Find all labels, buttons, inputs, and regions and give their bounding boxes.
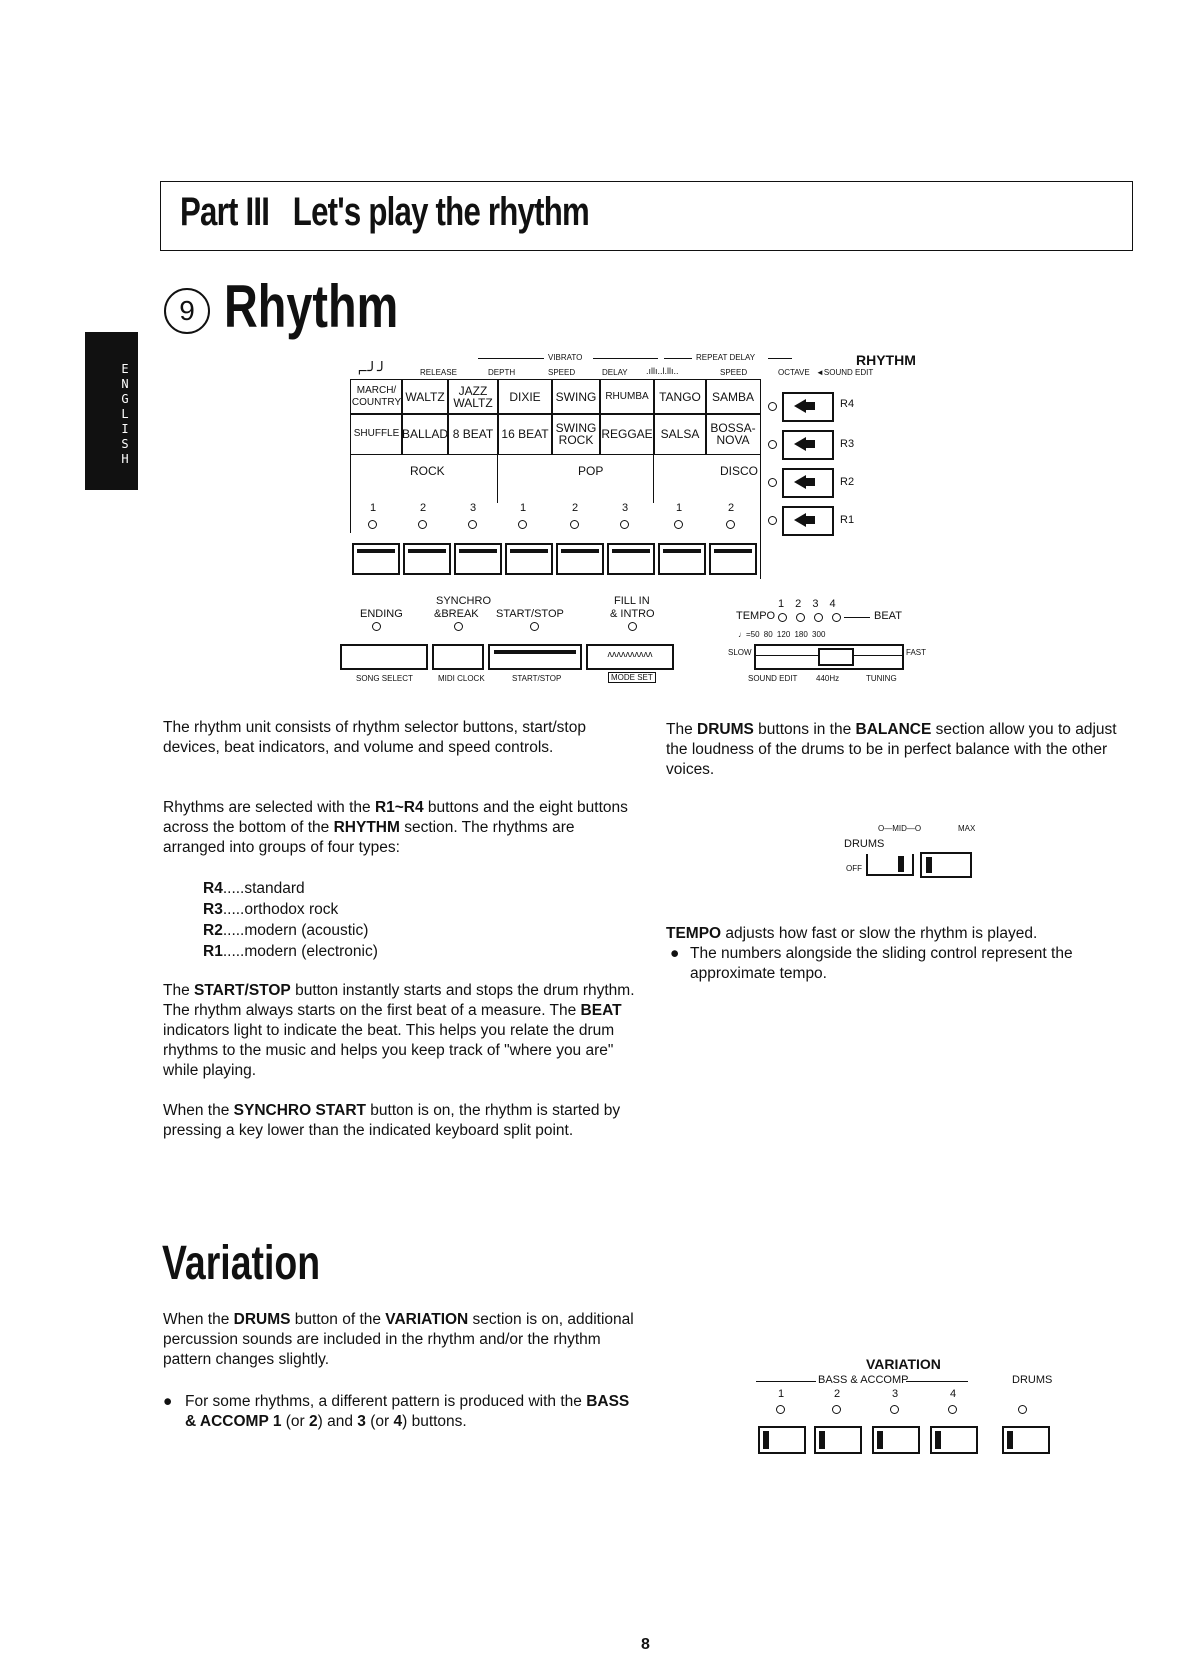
r3-button[interactable] <box>782 430 834 460</box>
group-led <box>418 520 427 529</box>
vibrato-label: VIBRATO <box>548 353 583 362</box>
intro-label: & INTRO <box>610 608 655 620</box>
sound-edit-label: ◄SOUND EDIT <box>816 368 874 377</box>
break-label: &BREAK <box>434 608 479 620</box>
rhythm-cell-samba: SAMBA <box>705 379 761 415</box>
drums-balance-button-1[interactable] <box>866 854 914 876</box>
bass-accomp-label: BASS & ACCOMP <box>818 1374 909 1386</box>
ending-label: ENDING <box>360 608 403 620</box>
r2-led <box>768 478 777 487</box>
group-number: 1 <box>370 502 377 514</box>
depth-label: DEPTH <box>488 368 516 377</box>
beat-numbers: 1 2 3 4 <box>778 598 840 610</box>
r2-button[interactable] <box>782 468 834 498</box>
rhythm-select-button-1[interactable] <box>352 543 400 575</box>
bass-accomp-4-button[interactable] <box>930 1426 978 1454</box>
list-item: R1.....modern (electronic) <box>203 943 378 960</box>
beat-line <box>844 617 870 618</box>
synchro-label: SYNCHRO <box>436 595 492 607</box>
r2-label: R2 <box>840 476 855 488</box>
section-number: 9 <box>164 288 210 334</box>
paragraph-tempo: TEMPO adjusts how fast or slow the rhythm is played. <box>666 925 1038 942</box>
rhythm-type-list <box>203 878 378 962</box>
start-stop-led <box>530 622 539 631</box>
rhythm-cell-8-beat: 8 BEAT <box>447 413 499 455</box>
group-number: 3 <box>470 502 477 514</box>
var-num: 4 <box>950 1388 957 1400</box>
tempo-label: TEMPO <box>736 610 776 622</box>
group-led <box>674 520 683 529</box>
rhythm-cell-reggae: REGGAE <box>599 413 655 455</box>
group-led <box>368 520 377 529</box>
rhythm-select-button-7[interactable] <box>658 543 706 575</box>
var-num: 1 <box>778 1388 785 1400</box>
r4-label: R4 <box>840 398 855 410</box>
delay-label: DELAY <box>602 368 628 377</box>
speed-label: SPEED <box>548 368 576 377</box>
bullet-icon: ● <box>163 1393 173 1410</box>
ending-led <box>372 622 381 631</box>
slow-label: SLOW <box>728 648 752 657</box>
rhythm-cell-ballad: BALLAD <box>401 413 449 455</box>
off-label: OFF <box>846 864 862 873</box>
bullet-icon: ● <box>670 945 680 962</box>
rhythm-cell-16-beat: 16 BEAT <box>497 413 553 455</box>
beat-led-1 <box>778 613 787 622</box>
bass-accomp-3-button[interactable] <box>872 1426 920 1454</box>
r4-led <box>768 402 777 411</box>
rhythm-select-button-6[interactable] <box>607 543 655 575</box>
mode-set-label: MODE SET <box>608 672 656 683</box>
r1-led <box>768 516 777 525</box>
synchro-button[interactable] <box>432 644 484 670</box>
drums-balance-figure <box>836 822 996 886</box>
mid-label: O—MID—O <box>878 824 922 833</box>
bass-accomp-2-button[interactable] <box>814 1426 862 1454</box>
group-divider-1 <box>497 453 498 503</box>
song-select-label: SONG SELECT <box>356 674 413 683</box>
start-stop-small-label: START/STOP <box>512 674 562 683</box>
var-led-1 <box>776 1405 785 1414</box>
max-label: MAX <box>958 824 976 833</box>
rhythm-cell-dixie: DIXIE <box>497 379 553 415</box>
tempo-slider-knob[interactable] <box>818 648 854 666</box>
repeat-delay-label: REPEAT DELAY <box>696 353 756 362</box>
sound-edit-small-label: SOUND EDIT <box>748 674 798 683</box>
group-led <box>468 520 477 529</box>
drums-balance-button-2[interactable] <box>920 852 972 878</box>
beat-led-4 <box>832 613 841 622</box>
r3-led <box>768 440 777 449</box>
group-label-disco: DISCO <box>720 464 759 478</box>
fill-in-led <box>628 622 637 631</box>
drums-fig-label: DRUMS <box>844 838 885 850</box>
paragraph-start-stop: The START/STOP button instantly starts and stops the drum rhythm. The rhythm always starts on the first beat of a measure. The BEAT indicators light to indicate the beat. This helps you relate the drum rhythms to the music and helps you keep track of "where you are" while playing. <box>163 982 635 1079</box>
r4-button[interactable] <box>782 392 834 422</box>
group-number: 2 <box>420 502 427 514</box>
language-tab-text: E N G L I S H <box>121 362 129 466</box>
rhythm-cell-waltz: WALTZ <box>401 379 449 415</box>
bass-line-left <box>756 1381 816 1382</box>
tempo-marks: ♩=50 80 120 180 300 <box>738 630 826 639</box>
tuning-label: TUNING <box>866 674 897 683</box>
hz-label: 440Hz <box>816 674 840 683</box>
variation-figure <box>756 1356 1076 1466</box>
var-drums-led <box>1018 1405 1027 1414</box>
var-num: 3 <box>892 1388 899 1400</box>
list-item: R4.....standard <box>203 880 305 897</box>
rhythm-cell-jazz-waltz: JAZZ WALTZ <box>447 379 499 415</box>
vibrato-line-left <box>478 358 544 359</box>
group-number: 2 <box>572 502 579 514</box>
variation-fig-title: VARIATION <box>866 1356 941 1372</box>
rhythm-cell-tango: TANGO <box>653 379 707 415</box>
r1-button[interactable] <box>782 506 834 536</box>
rhythm-cell-shuffle: SHUFFLE <box>350 413 403 455</box>
waveform-icon: ⌐╯╯ <box>358 363 387 380</box>
variation-drums-button[interactable] <box>1002 1426 1050 1454</box>
r3-label: R3 <box>840 438 855 450</box>
paragraph-synchro: When the SYNCHRO START button is on, the rhythm is started by pressing a key lower than the indicated keyboard split point. <box>163 1102 621 1139</box>
group-led <box>620 520 629 529</box>
release-label: RELEASE <box>420 368 457 377</box>
vibrato-line-right <box>593 358 658 359</box>
beat-led-3 <box>814 613 823 622</box>
beat-label: BEAT <box>874 610 902 622</box>
bass-accomp-1-button[interactable] <box>758 1426 806 1454</box>
section-title: Rhythm <box>224 273 399 340</box>
tempo-slider[interactable] <box>754 644 904 670</box>
part-header-text: Part III Let's play the rhythm <box>180 190 589 234</box>
rhythm-select-button-5[interactable] <box>556 543 604 575</box>
group-number: 1 <box>676 502 683 514</box>
var-num: 2 <box>834 1388 841 1400</box>
rhythm-cell-swing-rock: SWING ROCK <box>551 413 601 455</box>
var-led-2 <box>832 1405 841 1414</box>
rhythm-cell-rhumba: RHUMBA <box>599 379 655 415</box>
page-number: 8 <box>641 1636 650 1653</box>
start-stop-button[interactable] <box>488 644 582 670</box>
bars-icon: .ıllı..l.llı.. <box>646 366 679 376</box>
rhythm-cell-swing: SWING <box>551 379 601 415</box>
paragraph-variation: When the DRUMS button of the VARIATION section is on, additional percussion sounds are included in the rhythm and/or the rhythm pattern changes slightly. <box>163 1311 634 1368</box>
var-led-4 <box>948 1405 957 1414</box>
paragraph-selection: Rhythms are selected with the R1~R4 buttons and the eight buttons across the bottom of the RHYTHM section. The rhythms are arranged into groups of four types: <box>163 799 628 856</box>
rhythm-cell-bossa-nova: BOSSA- NOVA <box>705 413 761 455</box>
group-divider-2 <box>653 453 654 503</box>
variation-drums-label: DRUMS <box>1012 1374 1053 1386</box>
list-item: R3.....orthodox rock <box>203 901 339 918</box>
rhythm-cell-march-country: MARCH/ COUNTRY <box>350 379 403 415</box>
speed2-label: SPEED <box>720 368 748 377</box>
rhythm-label: RHYTHM <box>856 352 916 368</box>
group-led <box>726 520 735 529</box>
group-number: 3 <box>622 502 629 514</box>
bass-line-right <box>906 1381 968 1382</box>
tempo-bullet: ● The numbers alongside the sliding control represent the approximate tempo. <box>670 945 1073 982</box>
rhythm-select-button-4[interactable] <box>505 543 553 575</box>
repeat-line-right <box>768 358 792 359</box>
variation-bullet: ● For some rhythms, a different pattern is produced with the BASS & ACCOMP 1 (or 2) and 3 (or 4) buttons. <box>163 1393 630 1430</box>
ending-button[interactable] <box>340 644 428 670</box>
variation-title: Variation <box>162 1237 321 1290</box>
group-label-pop: POP <box>578 464 604 478</box>
rhythm-panel-diagram <box>350 352 930 692</box>
beat-led-2 <box>796 613 805 622</box>
r1-label: R1 <box>840 514 855 526</box>
paragraph-drums-balance: The DRUMS buttons in the BALANCE section allow you to adjust the loudness of the drums to be in perfect balance with the other voices. <box>666 721 1117 778</box>
rhythm-select-button-2[interactable] <box>403 543 451 575</box>
midi-clock-label: MIDI CLOCK <box>438 674 485 683</box>
rhythm-cell-salsa: SALSA <box>653 413 707 455</box>
group-number: 1 <box>520 502 527 514</box>
synchro-led <box>454 622 463 631</box>
octave-label: OCTAVE <box>778 368 810 377</box>
start-stop-label: START/STOP <box>496 608 564 620</box>
rhythm-select-button-8[interactable] <box>709 543 757 575</box>
group-led <box>570 520 579 529</box>
group-label-rock: ROCK <box>410 464 445 478</box>
group-number: 2 <box>728 502 735 514</box>
group-led <box>518 520 527 529</box>
fast-label: FAST <box>906 648 927 657</box>
var-led-3 <box>890 1405 899 1414</box>
rhythm-select-button-3[interactable] <box>454 543 502 575</box>
fill-in-button[interactable]: ʌʌʌʌʌʌʌʌʌʌ <box>586 644 674 670</box>
paragraph-intro: The rhythm unit consists of rhythm selector buttons, start/stop devices, beat indicators, and volume and speed controls. <box>163 719 586 756</box>
repeat-line-left <box>664 358 692 359</box>
fill-in-label: FILL IN <box>614 595 650 607</box>
list-item: R2.....modern (acoustic) <box>203 922 369 939</box>
